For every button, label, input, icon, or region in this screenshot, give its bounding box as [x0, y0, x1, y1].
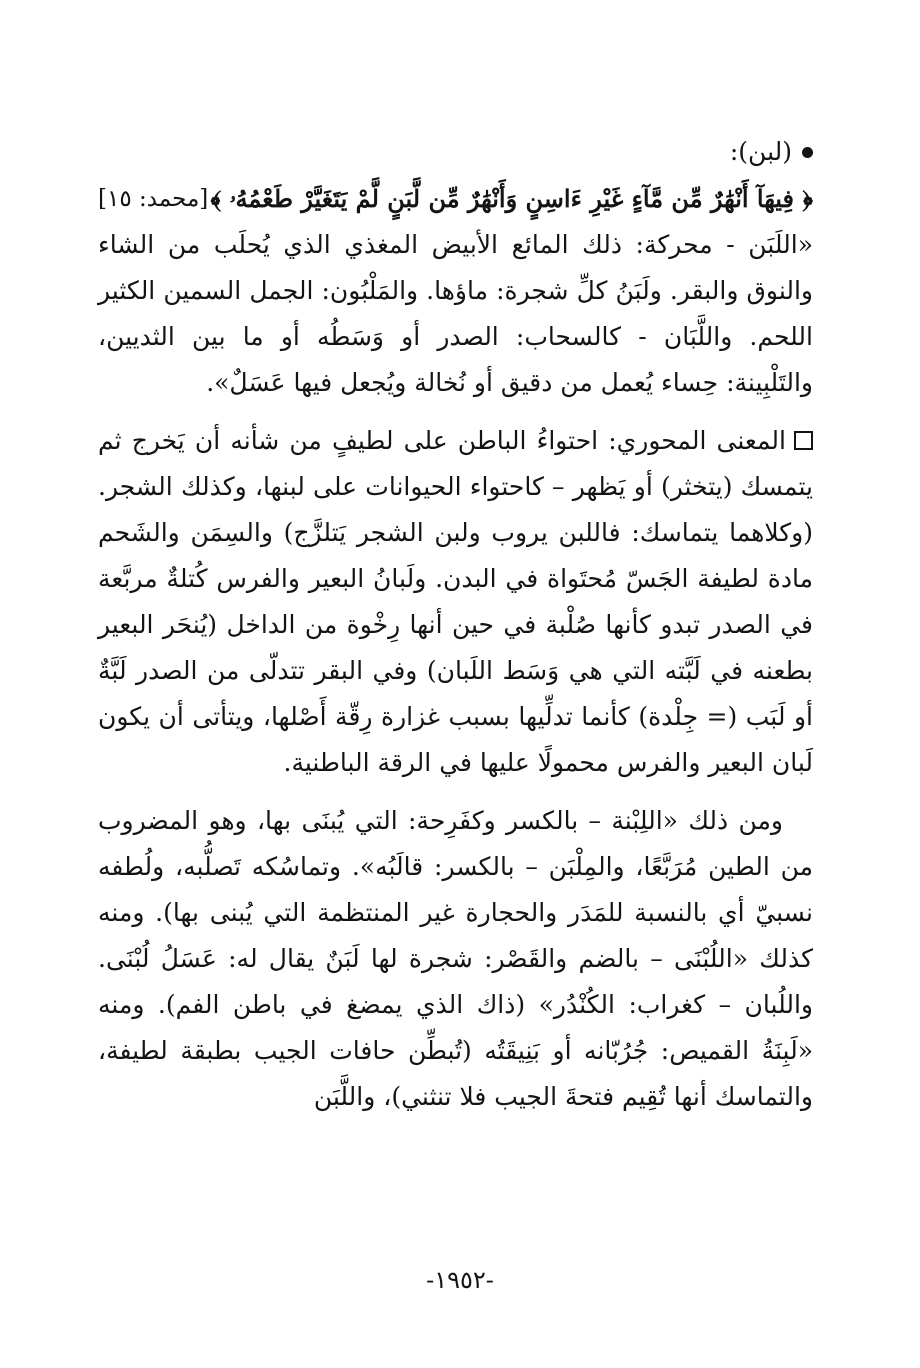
derivation-text: ومن ذلك «اللِبْنة – بالكسر وكفَرِحة: التي يُبنَى بها، وهو المضروب من الطين مُرَبَّعًا، والمِلْبَن – بالكسر: قالَبُه». وتماسُكه تَصلُّبه، ولُطفه نسبيّ أي بالنسبة للمَدَر والحجارة غير المنتظمة التي يُبنى بها). ومنه كذلك «اللُبْنَى – بالضم والقَصْر: شجرة لها لَبَنٌ يقال له: عَسَلُ لُبْنَى. واللُبان – كغراب: الكُنْدُر» (ذاك الذي يمضغ في باطن الفم). ومنه «لَبِنَةُ القميص: جُرُبّانه أو بَنِيقَتُه (تُبطِّن حافات الجيب بطبقة لطيفة، والتماسك أنها تُقِيم فتحةَ الجيب فلا تنثني)، واللَّبَن — [98, 806, 813, 1111]
entry-title: (لبن): — [729, 137, 792, 166]
page-number: -١٩٥٢- — [426, 1266, 494, 1294]
quran-verse-line — [98, 176, 813, 222]
quran-verse: ﴿ فِيهَآ أَنْهَٰرٌ مِّن مَّآءٍ غَيْرِ ءَاسِنٍ وَأَنْهَٰرٌ مِّن لَّبَنٍ لَّمْ يَتَغَيَّرْ طَعْمُهُۥ ﴾ — [210, 184, 813, 213]
core-meaning-paragraph — [98, 418, 813, 786]
core-meaning-container — [98, 418, 813, 786]
entry-heading — [98, 128, 813, 176]
core-meaning-text: المعنى المحوري: احتواءُ الباطن على لطيفٍ من شأنه أن يَخرج ثم يتمسك (يتخثر) أو يَظهر – كاحتواء الحيوانات على لبنها، وكذلك الشجر. (وكلاهما يتماسك: فاللبن يروب ولبن الشجر يَتلزَّج) والسِمَن والشَحم مادة لطيفة الجَسّ مُحتَواة في البدن. ولَبانُ البعير والفرس كُتلةٌ مربَّعة في الصدر تبدو كأنها صُلْبة في حين أنها رِخْوة من الداخل (يُنحَر البعير بطعنه في لَبَّته التي هي وَسَط اللَبان) وفي البقر تتدلّى من الصدر لَبَّةٌ أو لَبَب (= جِلْدة) كأنما تدلِّيها بسبب غزارة رِقّة أَصْلها، ويتأتى أن يكون لَبان البعير والفرس محمولًا عليها في الرقة الباطنية. — [98, 426, 813, 777]
derivation-paragraph — [98, 798, 813, 1120]
square-box-icon — [794, 431, 813, 450]
definition-text: «اللَبَن - محركة: ذلك المائع الأبيض المغذي الذي يُحلَب من الشاء والنوق والبقر. ولَبَنُ كلِّ شجرة: ماؤها. والمَلْبُون: الجمل السمين الكثير اللحم. واللَّبَان - كالسحاب: الصدر أو وَسَطُه أو ما بين الثديين، والتَلْبِينة: حِساء يُعمل من دقيق أو نُخالة ويُجعل فيها عَسَلٌ». — [98, 230, 813, 397]
bullet-icon — [802, 147, 813, 158]
definition-paragraph — [98, 222, 813, 406]
verse-reference: [محمد: ١٥] — [98, 186, 209, 212]
page-body — [98, 128, 813, 1120]
